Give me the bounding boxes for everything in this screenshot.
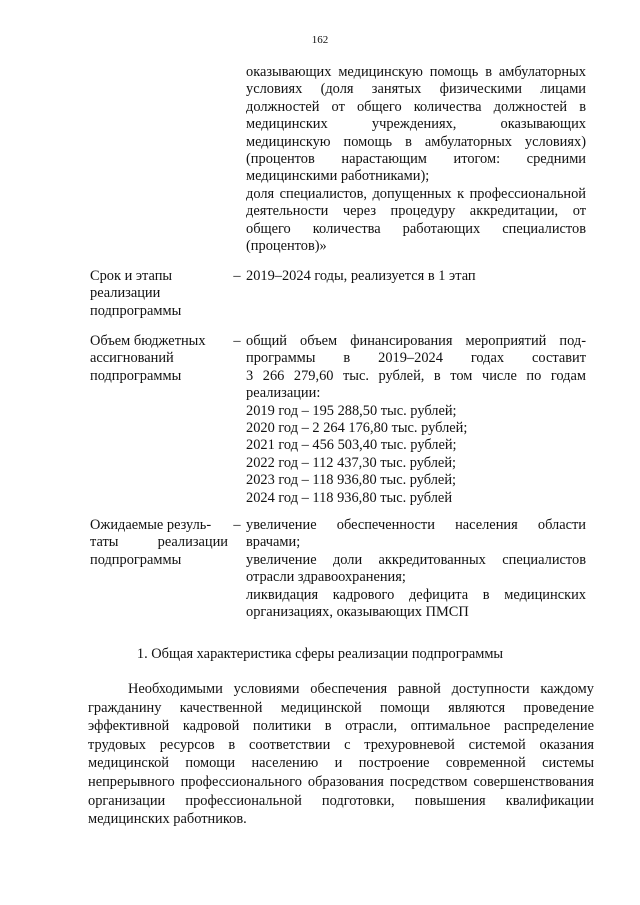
row-label: Срок и этапы реализации подпрограммы [90,268,182,319]
row-dash: – [233,333,241,349]
row-label [90,517,228,569]
budget-lead-line-1: общий объем финансирования мероприятий под- [246,333,586,349]
budget-year-2022: 2022 год – 112 437,30 тыс. рублей; [246,454,457,471]
row-label: Объем бюджетных ассигнований подпрограммы [90,333,206,384]
row-dash: – [233,268,241,284]
indicator-paragraph-1: оказывающих медицинскую помощь в амбулаторных условиях (доля занятых физическими лицами должностей от общего количества должностей в медицинских учреждениях, оказывающих медицинскую помощь в амбулаторных условиях) (процентов нарастающим итогом: средними медицинскими работниками); [246,64,586,185]
body-paragraph: Необходимыми условиями обеспечения равной доступности каждому гражданину качественной медицинской помощи являются проведение эффективной кадровой политики в отрасли, оптимальное распределение трудовых ресурсов в соответствии с трехуровневой системой оказания медицинской помощи населению и построение современной системы непрерывного профессионального образования посредством совершенствования организации профессиональной подготовки, повышения квалификации медицинских работников. [88,681,594,828]
row-dash: – [233,517,241,533]
budget-lead-line-2: программы в 2019–2024 годах составит [246,350,586,367]
timeline-value: 2019–2024 годы, реализуется в 1 этап [246,268,476,284]
section-heading: 1. Общая характеристика сферы реализации подпрограммы [136,646,504,662]
indicator-paragraph-2: доля специалистов, допущенных к профессиональной деятельности через процедуру аккредитации, от общего количества работающих специалистов (процентов)» [246,185,586,255]
page-number: 162 [311,34,329,46]
budget-year-2020: 2020 год – 2 264 176,80 тыс. рублей; [246,420,468,437]
row-label-line: подпрограммы [90,551,182,568]
row-label-line: Ожидаемые резуль- [90,517,212,533]
expected-result-3: ликвидация кадрового дефицита в медицинских организациях, оказывающих ПМСП [246,586,586,621]
budget-year-2021: 2021 год – 456 503,40 тыс. рублей; [246,437,457,454]
expected-result-2: увеличение доли аккредитованных специалистов отрасли здравоохранения; [246,551,586,586]
budget-year-2019: 2019 год – 195 288,50 тыс. рублей; [246,402,457,419]
budget-lead-rest: 3 266 279,60 тыс. рублей, в том числе по годам реализации: [246,367,586,402]
budget-year-2024: 2024 год – 118 936,80 тыс. рублей [246,489,453,506]
row-label-line: таты реализации [90,534,228,551]
indicators-continuation [246,64,586,255]
row-value [246,517,586,621]
row-value [246,333,586,507]
expected-result-1: увеличение обеспеченности населения области врачами; [246,517,586,551]
row-value [246,268,586,285]
budget-year-2023: 2023 год – 118 936,80 тыс. рублей; [246,472,457,489]
